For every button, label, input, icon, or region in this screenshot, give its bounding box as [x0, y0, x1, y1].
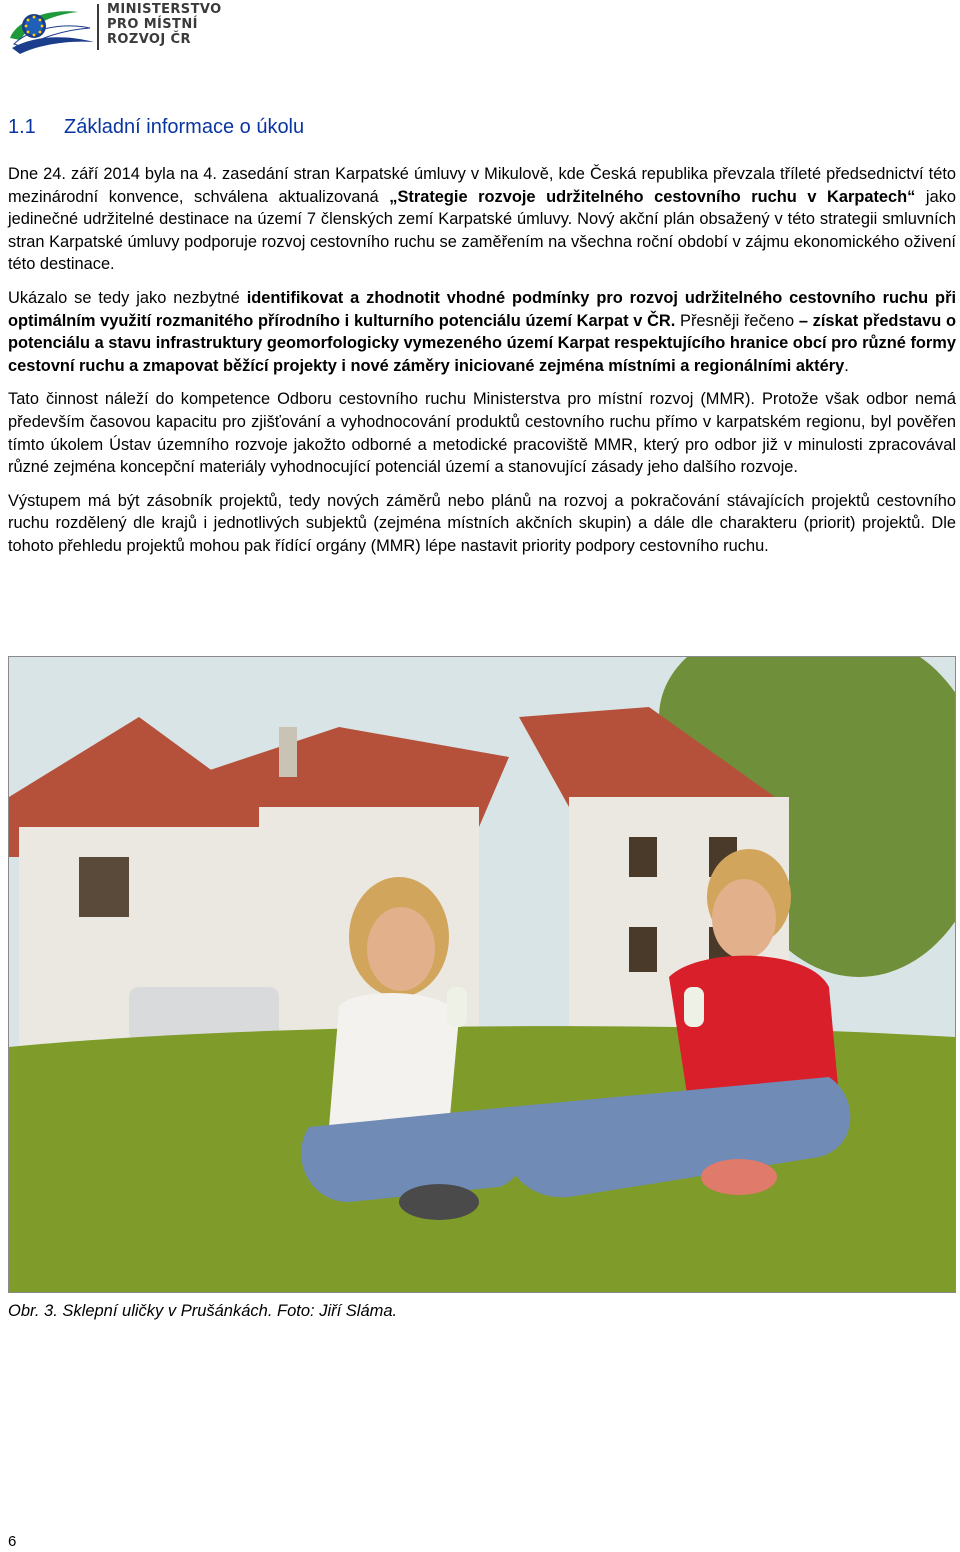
- text-segment: Ukázalo se tedy jako nezbytné: [8, 288, 247, 307]
- text-segment: .: [844, 356, 849, 375]
- wine-glass-right: [684, 987, 704, 1027]
- chimney: [279, 727, 297, 777]
- bold-text: identifikovat a zhodnotit vhodné podmínky pro rozvoj udržitelného cestovního ruchu při optimálním využití rozmanitého přírodního i kulturního potenciálu území Karpat v ČR.: [8, 288, 957, 330]
- bold-text: –: [798, 311, 808, 330]
- text-segment: Tato činnost náleží do kompetence Odboru cestovního ruchu Ministerstva pro místní rozvoj (MMR). Protože však odbor nemá především časovou kapacitu pro zjišťování a vyhodnocování produktů cestovního ruchu přímo v karpatském regionu, byl pověřen tímto úkolem Ústav územního rozvoje jakožto odborné a metodické pracoviště MMR, který pro odbor již v minulosti zpracovával různé zejména koncepční materiály vyhodnocující potenciál území a stanovující zásady jeho dalšího rozvoje.: [8, 390, 956, 477]
- man-face: [712, 879, 776, 959]
- window: [629, 837, 657, 877]
- ministry-emblem-icon: [4, 0, 100, 56]
- section-title: Základní informace o úkolu: [64, 116, 305, 138]
- logo-line: PRO MÍSTNÍ: [107, 17, 198, 32]
- body-paragraph: [8, 163, 956, 276]
- text-segment: Přesněji řečeno: [675, 311, 799, 330]
- bold-text: „Strategie rozvoje udržitelného cestovního ruchu v Karpatech“: [389, 187, 916, 206]
- window: [629, 927, 657, 972]
- text-segment: Výstupem má být zásobník projektů, tedy nových záměrů nebo plánů na rozvoj a pokračování stávajících projektů cestovního ruchu rozdělený dle krajů i jednotlivých subjektů (zejména místních akčních skupin) a dále dle charakteru (priorit) projektů. Dle tohoto přehledu projektů mohou pak řídící orgány (MMR) lépe nastavit priority podpory cestovního ruchu.: [8, 491, 956, 555]
- house-left-window: [79, 857, 129, 917]
- woman-face: [367, 907, 435, 991]
- body-paragraph: [8, 287, 956, 377]
- logo-text: [107, 2, 222, 47]
- wine-glass-left: [447, 987, 467, 1027]
- section-number: 1.1: [8, 116, 36, 138]
- photo-illustration: [9, 657, 955, 1292]
- figure-caption: Obr. 3. Sklepní uličky v Prušánkách. Foto: Jiří Sláma.: [8, 1302, 398, 1320]
- text-segment: Dne 24. září 2014 byla na 4. zasedání stran Karpatské úmluvy v Mikulově, kde Česká republika převzala tříleté předsednictví této mezinárodní konvence, schválena aktualizovaná: [8, 165, 956, 206]
- section-heading: [8, 116, 304, 139]
- woman-top: [329, 993, 459, 1127]
- text-segment: jako jedinečné udržitelné destinace na území 7 členských zemí Karpatské úmluvy. Nový akční plán obsažený v této strategii smluvních stran Karpatské úmluvy podporuje rozvoj cestovního ruchu se zaměřením na všechna roční období v zájmu ekonomického oživení této destinace.: [8, 187, 956, 274]
- body-paragraph: [8, 490, 956, 558]
- logo-line: MINISTERSTVO: [107, 2, 222, 17]
- logo-line: ROZVOJ ČR: [107, 32, 191, 47]
- figure-photo: [8, 656, 956, 1293]
- woman-shoe: [399, 1184, 479, 1220]
- page-number: 6: [8, 1533, 17, 1550]
- bold-text: získat představu o potenciálu a stavu infrastruktury geomorfologicky vymezeného území Karpat respektujícího hranice obcí pro různé formy cestovní ruchu a zmapovat běžící projekty i nové záměry iniciované zejména místními a regionálními aktéry: [8, 311, 956, 375]
- man-shoe: [701, 1159, 777, 1195]
- ministry-logo: [4, 0, 244, 60]
- body-text: [8, 163, 956, 569]
- body-paragraph: [8, 388, 956, 478]
